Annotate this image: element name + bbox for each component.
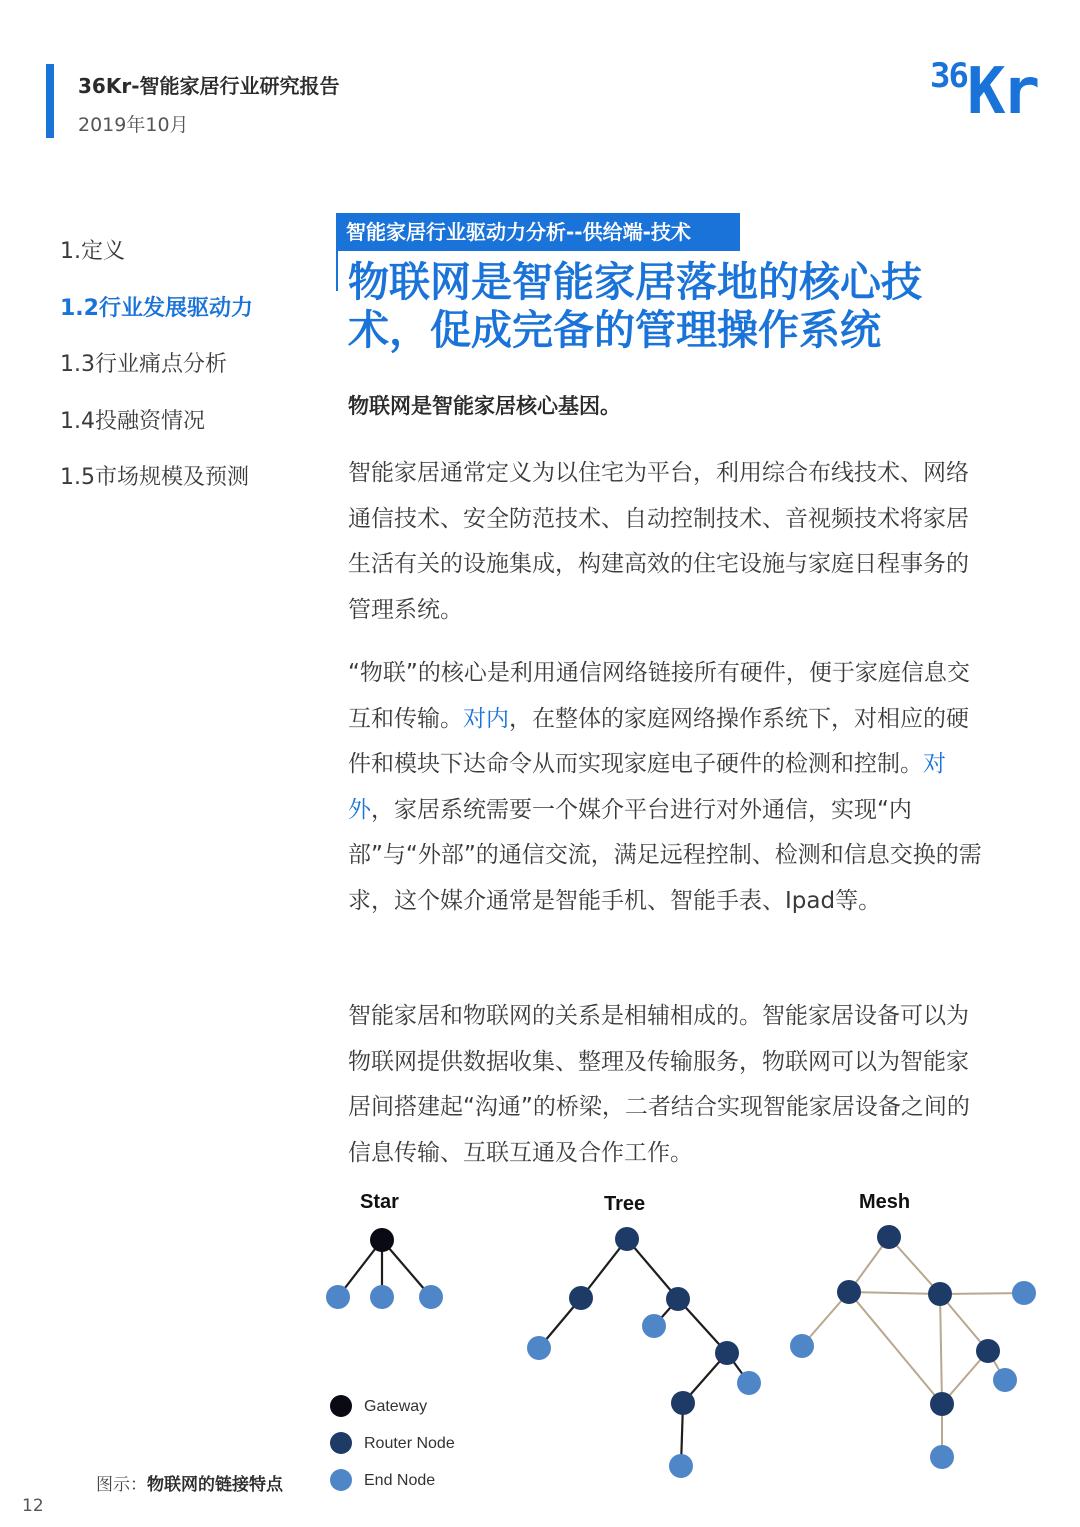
- title-line-1: 物联网是智能家居落地的核心技: [348, 258, 922, 306]
- legend-router: Router Node: [364, 1435, 455, 1452]
- mesh-end-node: [930, 1445, 954, 1469]
- star-end-node: [370, 1285, 394, 1309]
- p2-intro: “物联”的核心是利用通信网络链接所有硬件，便于家庭信息交互和传输。: [348, 660, 970, 732]
- tree-router-node: [715, 1341, 739, 1365]
- header-accent-bar: [46, 64, 54, 138]
- paragraph-relationship: 智能家居和物联网的关系是相辅相成的。智能家居设备可以为物联网提供数据收集、整理及传输服务，物联网可以为智能家居间搭建起“沟通”的桥梁，二者结合实现智能家居设备之间的信息传输、互联互通及合作工作。: [348, 1003, 970, 1166]
- 36kr-logo: [930, 52, 1036, 132]
- mesh-edge: [849, 1292, 942, 1404]
- mesh-router-node: [837, 1280, 861, 1304]
- highlight-internal: 对内: [463, 705, 509, 732]
- highlight-external: 对外: [348, 751, 946, 823]
- tree-end-node: [669, 1454, 693, 1478]
- p2-external-text: ，家居系统需要一个媒介平台进行对外通信，实现“内部”与“外部”的通信交流，满足远程控制、检测和信息交换的需求，这个媒介通常是智能手机、智能手表、Ipad等。: [348, 796, 982, 914]
- table-of-contents: [60, 236, 253, 519]
- mesh-edge: [940, 1293, 1024, 1294]
- title-accent-line: [336, 251, 338, 291]
- topology-edges: [338, 1237, 1024, 1466]
- mesh-end-node: [993, 1368, 1017, 1392]
- legend-end-swatch: [330, 1469, 352, 1491]
- star-gateway-node: [370, 1228, 394, 1252]
- mesh-router-node: [928, 1282, 952, 1306]
- label-mesh: Mesh: [859, 1191, 911, 1213]
- logo-kr: Kr: [966, 55, 1036, 129]
- legend-gateway: Gateway: [364, 1398, 428, 1415]
- mesh-edge: [940, 1294, 942, 1404]
- label-star: Star: [360, 1191, 399, 1213]
- tree-router-node: [615, 1227, 639, 1251]
- network-topology-diagram: [318, 1180, 1038, 1489]
- paragraph-iot-core: [348, 651, 988, 924]
- toc-item-pain-points[interactable]: 1.3行业痛点分析: [60, 352, 227, 377]
- caption-text: 物联网的链接特点: [147, 1475, 283, 1495]
- paragraph-definition: 智能家居通常定义为以住宅为平台，利用综合布线技术、网络通信技术、安全防范技术、自动控制技术、音视频技术将家居生活有关的设施集成，构建高效的住宅设施与家庭日程事务的管理系统。: [348, 460, 969, 623]
- legend-gateway-swatch: [330, 1395, 352, 1417]
- tree-end-node: [642, 1314, 666, 1338]
- tree-end-node: [737, 1371, 761, 1395]
- tree-router-node: [671, 1391, 695, 1415]
- mesh-end-node: [790, 1334, 814, 1358]
- toc-item-market-size[interactable]: 1.5市场规模及预测: [60, 465, 249, 490]
- tree-router-node: [569, 1286, 593, 1310]
- label-tree: Tree: [604, 1193, 646, 1215]
- legend-end: End Node: [364, 1472, 436, 1489]
- p2-internal-text: ，在整体的家庭网络操作系统下，对相应的硬件和模块下达命令从而实现家庭电子硬件的检测和控制。: [348, 705, 969, 777]
- star-end-node: [326, 1285, 350, 1309]
- figure-caption: [96, 1470, 283, 1495]
- page-number: 12: [22, 1496, 44, 1516]
- section-tag: 智能家居行业驱动力分析--供给端-技术: [336, 213, 740, 251]
- mesh-end-node: [1012, 1281, 1036, 1305]
- report-title: 36Kr-智能家居行业研究报告: [78, 74, 340, 98]
- report-date: 2019年10月: [78, 114, 189, 136]
- mesh-router-node: [930, 1392, 954, 1416]
- toc-item-financing[interactable]: 1.4投融资情况: [60, 408, 205, 434]
- logo-36: 36: [929, 56, 967, 96]
- page-title: [348, 258, 1008, 354]
- legend-router-swatch: [330, 1432, 352, 1454]
- mesh-edge: [849, 1292, 940, 1294]
- mesh-router-node: [877, 1225, 901, 1249]
- lead-sentence: 物联网是智能家居核心基因。: [348, 394, 621, 418]
- caption-prefix: 图示：: [96, 1475, 147, 1495]
- toc-item-definition[interactable]: 1.定义: [60, 239, 125, 264]
- tree-end-node: [527, 1336, 551, 1360]
- title-line-2: 术，促成完备的管理操作系统: [348, 306, 881, 354]
- tree-router-node: [666, 1287, 690, 1311]
- toc-item-drivers[interactable]: 1.2行业发展驱动力: [60, 295, 253, 321]
- star-end-node: [419, 1285, 443, 1309]
- mesh-router-node: [976, 1339, 1000, 1363]
